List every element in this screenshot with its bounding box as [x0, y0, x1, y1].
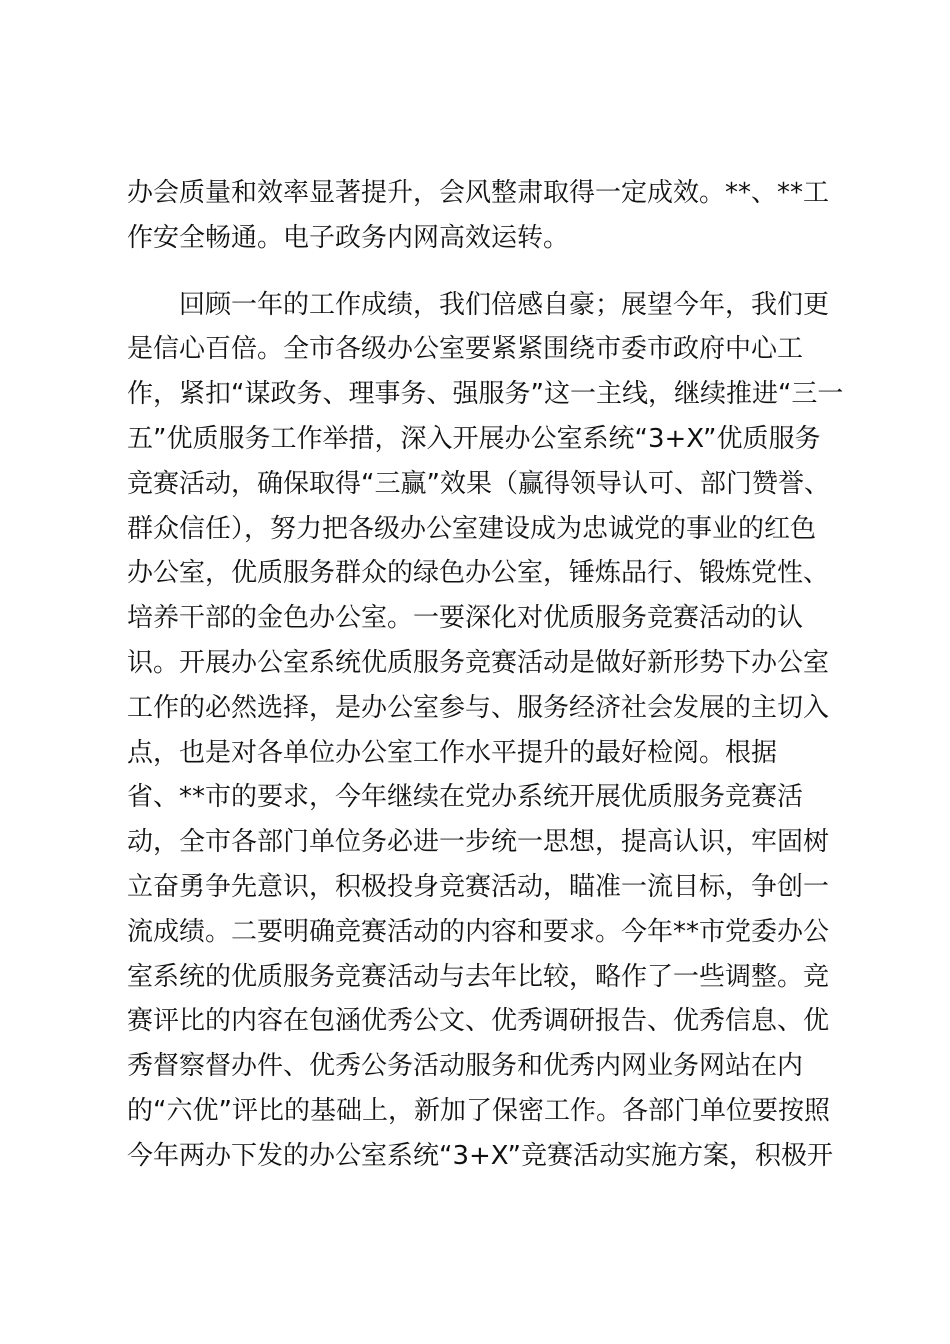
text-line: 的“六优”评比的基础上，新加了保密工作。各部门单位要按照 [127, 1095, 830, 1126]
text-line: 作，紧扣“谋政务、理事务、强服务”这一主线，继续推进“三一 [127, 379, 844, 410]
text-line: 识。开展办公室系统优质服务竞赛活动是做好新形势下办公室 [127, 647, 830, 678]
text-line: 流成绩。二要明确竞赛活动的内容和要求。今年**市党委办公 [127, 916, 830, 947]
text-line: 培养干部的金色办公室。一要深化对优质服务竞赛活动的认 [127, 603, 804, 634]
text-line: 办会质量和效率显著提升，会风整肃取得一定成效。**、**工 [127, 178, 830, 208]
text-line: 点，也是对各单位办公室工作水平提升的最好检阅。根据 [127, 737, 778, 768]
text-line: 动，全市各部门单位务必进一步统一思想，提高认识，牢固树 [127, 827, 830, 858]
text-line: 立奋勇争先意识，积极投身竞赛活动，瞄准一流目标，争创一 [127, 871, 830, 902]
paragraph-gap [127, 261, 827, 283]
text-line: 今年两办下发的办公室系统“3+X”竞赛活动实施方案，积极开 [127, 1140, 834, 1171]
text-line: 省、**市的要求，今年继续在党办系统开展优质服务竞赛活 [127, 782, 804, 813]
paragraph-first-line: 回顾一年的工作成绩，我们倍感自豪；展望今年，我们更 [179, 289, 830, 320]
text-line: 赛评比的内容在包涵优秀公文、优秀调研报告、优秀信息、优 [127, 1006, 830, 1037]
document-body [127, 171, 844, 1179]
text-line: 办公室，优质服务群众的绿色办公室，锤炼品行、锻炼党性、 [127, 558, 830, 589]
text-line: 五”优质服务工作举措，深入开展办公室系统“3+X”优质服务 [127, 423, 821, 454]
text-line: 工作的必然选择，是办公室参与、服务经济社会发展的主切入 [127, 692, 830, 723]
text-line: 群众信任），努力把各级办公室建设成为忠诚党的事业的红色 [127, 513, 817, 544]
text-line: 室系统的优质服务竞赛活动与去年比较，略作了一些调整。竞 [127, 961, 830, 992]
text-line: 作安全畅通。电子政务内网高效运转。 [127, 222, 570, 253]
text-line: 秀督察督办件、优秀公务活动服务和优秀内网业务网站在内 [127, 1051, 804, 1082]
text-line: 竞赛活动，确保取得“三赢”效果（赢得领导认可、部门赞誉、 [127, 468, 830, 499]
text-line: 是信心百倍。全市各级办公室要紧紧围绕市委市政府中心工 [127, 334, 804, 365]
